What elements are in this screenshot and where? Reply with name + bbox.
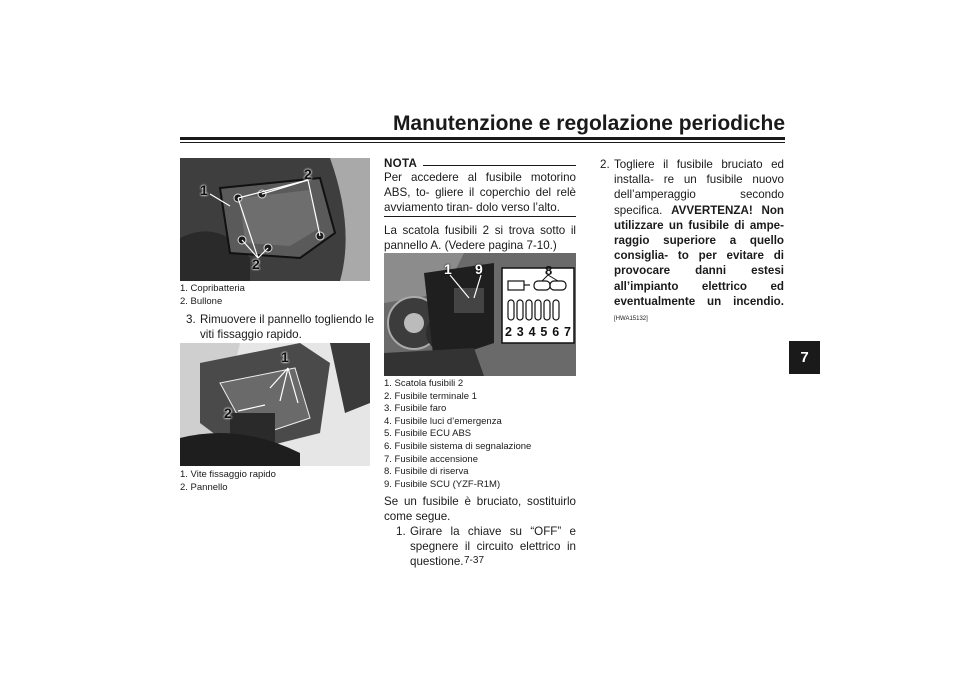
step-text: Togliere il fusibile bruciato ed installa- re un fusibile nuovo dell’amperaggio secondo specifica. xyxy=(614,158,784,217)
callout-3: 3 xyxy=(516,325,524,339)
step-text: Girare la chiave su “OFF” e spegnere il circuito elettrico in questione. xyxy=(410,525,576,569)
nota-end-rule xyxy=(384,216,576,217)
callout-1: 1 xyxy=(200,182,208,198)
figure1-captions xyxy=(180,283,370,308)
caption-item: 2. Fusibile terminale 1 xyxy=(384,390,477,402)
panel-photo xyxy=(180,343,370,466)
header-rule xyxy=(180,137,785,140)
step-text: Rimuovere il pannello togliendo le viti fissaggio rapido. xyxy=(200,313,375,342)
callout-6: 6 xyxy=(552,325,560,339)
fuse-number-row xyxy=(505,325,571,339)
warning-text: AVVERTENZA! Non utilizzare un fusibile di ampe- raggio superiore a quello consiglia- to per evitare di provocare danni estesi all’impianto elettrico ed eventualmente un incendio. xyxy=(614,203,784,308)
nota-label: NOTA xyxy=(384,157,418,170)
caption-item: 4. Fusibile luci d’emergenza xyxy=(384,415,502,427)
caption-item: 5. Fusibile ECU ABS xyxy=(384,428,472,440)
callout-2-top: 2 xyxy=(304,166,312,182)
caption-item: 1. Vite fissaggio rapido xyxy=(180,469,276,480)
nota-rule xyxy=(423,165,576,166)
step-2 xyxy=(600,157,784,327)
panel-illustration xyxy=(180,343,370,466)
step-1 xyxy=(396,524,576,570)
caption-item: 3. Fusibile faro xyxy=(384,403,447,415)
callout-8: 8 xyxy=(545,263,553,278)
callout-2-bottom: 2 xyxy=(252,256,260,272)
fusebox-photo xyxy=(384,253,576,376)
page-title: Manutenzione e regolazione periodiche xyxy=(392,112,785,135)
callout-5: 5 xyxy=(540,325,548,339)
nota-text: Per accedere al fusibile motorino ABS, to- gliere il coperchio del relè avviamento tiran- dolo verso l’alto. xyxy=(384,171,576,215)
callout-1: 1 xyxy=(281,349,289,365)
caption-item: 2. Pannello xyxy=(180,481,228,493)
caption-item: 9. Fusibile SCU (YZF-R1M) xyxy=(384,478,501,490)
caption-item: 1. Scatola fusibili 2 xyxy=(384,378,464,389)
warning-code: [HWA15132] xyxy=(614,316,648,323)
caption-item: 1. Copribatteria xyxy=(180,283,245,294)
callout-2: 2 xyxy=(505,325,512,339)
replace-intro: Se un fusibile è bruciato, sostituirlo come segue. xyxy=(384,495,576,524)
figure3-captions xyxy=(384,378,576,491)
step-number: 2. xyxy=(600,158,610,171)
callout-4: 4 xyxy=(528,325,536,339)
nota-header xyxy=(384,157,576,170)
step-number: 1. xyxy=(396,525,406,538)
step-number: 3. xyxy=(186,313,196,326)
caption-item: 8. Fusibile di riserva xyxy=(384,466,469,478)
chapter-tab[interactable]: 7 xyxy=(789,341,820,374)
callout-9: 9 xyxy=(475,261,483,277)
caption-item: 7. Fusibile accensione xyxy=(384,453,478,465)
fusebox-intro: La scatola fusibili 2 si trova sotto il pannello A. (Vedere pagina 7-10.) xyxy=(384,224,576,253)
step-3 xyxy=(186,312,374,342)
callout-2: 2 xyxy=(224,405,232,421)
caption-item: 2. Bullone xyxy=(180,295,223,307)
page-number: 7-37 xyxy=(464,555,485,566)
battery-cover-photo xyxy=(180,158,370,281)
callout-1: 1 xyxy=(444,261,452,277)
step-body xyxy=(614,157,784,327)
battery-cover-illustration xyxy=(180,158,370,281)
header-rule-thin xyxy=(180,142,785,143)
figure2-captions xyxy=(180,469,370,494)
callout-7: 7 xyxy=(563,325,571,339)
caption-item: 6. Fusibile sistema di segnalazione xyxy=(384,440,532,452)
